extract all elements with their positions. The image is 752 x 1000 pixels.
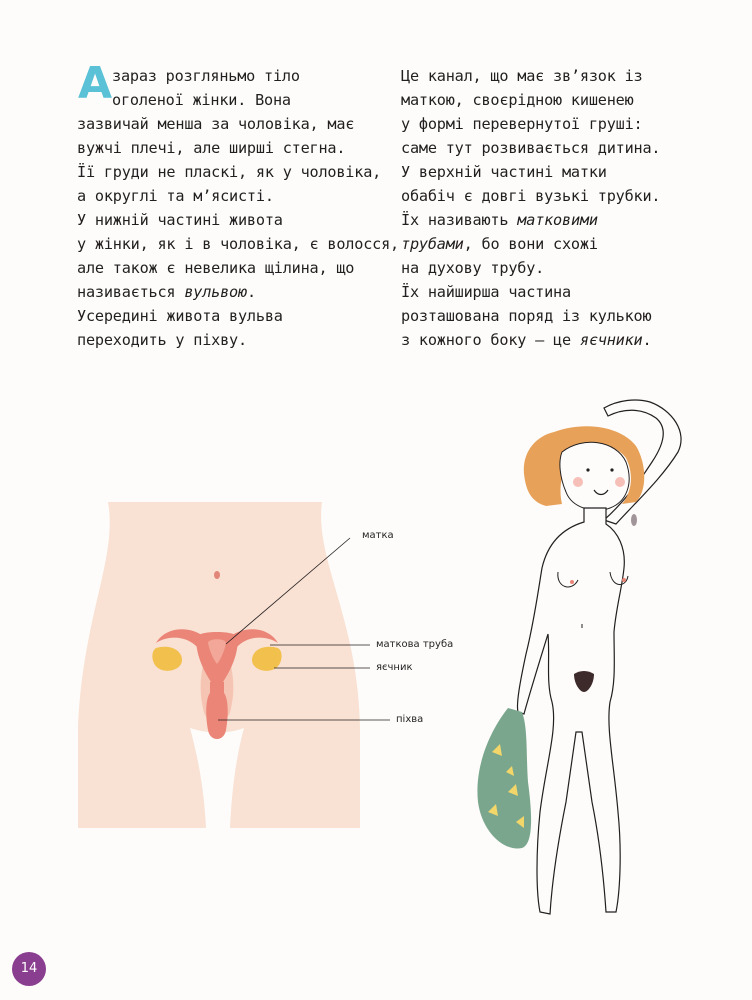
green-cloth	[477, 708, 531, 849]
eye-right	[610, 468, 613, 471]
label-fallopian-tube: маткова труба	[376, 639, 454, 650]
text-line: У верхній частині матки	[401, 163, 607, 181]
term-fallopian: матковими	[517, 211, 598, 229]
eye-left	[586, 468, 589, 471]
right-text-column	[401, 64, 721, 352]
left-text-column	[77, 58, 399, 352]
text-line: оголеної жінки. Вона	[112, 91, 291, 109]
text-line: У нижній частині живота	[77, 211, 283, 229]
text-line: трубами, бо вони схожі	[401, 235, 598, 253]
text-line: Їх називають матковими	[401, 211, 598, 229]
label-vagina: піхва	[396, 714, 424, 725]
label-ovary: яєчник	[376, 662, 413, 673]
text-line: саме тут розвивається дитина.	[401, 139, 661, 157]
face	[560, 442, 629, 510]
text-line: у формі перевернутої груші:	[401, 115, 643, 133]
text-line: переходить у піхву.	[77, 331, 247, 349]
text-line: але також є невелика щілина, що	[77, 259, 355, 277]
text-line: у жінки, як і в чоловіка, є волосся,	[77, 235, 399, 253]
nipple-left	[570, 580, 574, 584]
text-line: зазвичай менша за чоловіка, має	[77, 115, 355, 133]
cheek-right	[615, 477, 625, 487]
nipple-right	[622, 578, 626, 582]
text-line: з кожного боку — це яєчники.	[401, 331, 652, 349]
text-line: вужчі плечі, але ширші стегна.	[77, 139, 346, 157]
cheek-left	[573, 477, 583, 487]
underarm-hair	[631, 514, 637, 526]
page-number-badge: 14	[12, 952, 46, 986]
anatomy-diagram	[78, 498, 458, 834]
text-line: Їх найширша частина	[401, 283, 571, 301]
navel	[214, 571, 220, 579]
text-line: а округлі та м’ясисті.	[77, 187, 274, 205]
text-line: зараз розгляньмо тіло	[112, 67, 300, 85]
text-line: на духову трубу.	[401, 259, 545, 277]
text-line: обабіч є довгі вузькі трубки.	[401, 187, 661, 205]
term-ovaries: яєчники	[579, 331, 643, 349]
term-tubes: трубами	[401, 235, 464, 253]
woman-illustration	[466, 392, 706, 936]
text-line: називається вульвою.	[77, 283, 256, 301]
label-uterus: матка	[362, 530, 394, 541]
drop-cap: А	[78, 58, 113, 109]
term-vulva: вульвою	[184, 283, 247, 301]
text-line: розташована поряд із кулькою	[401, 307, 652, 325]
text-line: маткою, своєрідною кишенею	[401, 91, 634, 109]
text-line: Це канал, що має зв’язок із	[401, 67, 643, 85]
text-line: Її груди не пласкі, як у чоловіка,	[77, 163, 382, 181]
body	[517, 508, 624, 914]
text-line: Усередині живота вульва	[77, 307, 283, 325]
